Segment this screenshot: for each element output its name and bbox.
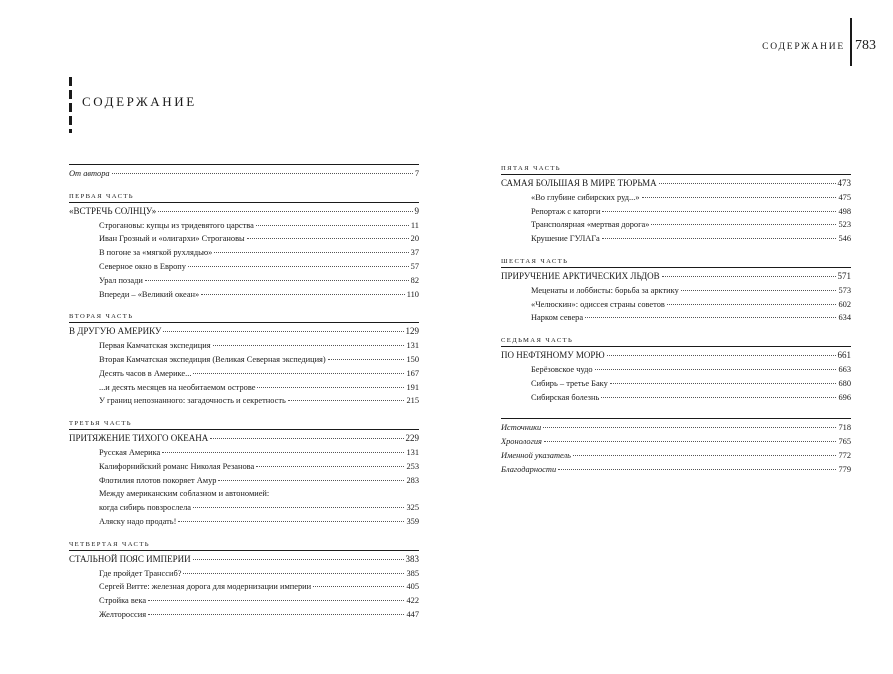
toc-entry[interactable] — [501, 284, 851, 298]
toc-entry[interactable] — [501, 311, 851, 325]
dot-leader — [163, 330, 403, 332]
toc-part-4 — [69, 540, 419, 622]
dot-leader — [288, 399, 405, 401]
dot-leader — [601, 396, 836, 398]
toc-entry-label: Желтороссия — [99, 609, 147, 619]
toc-entry-label: Иван Грозный и «олигархи» Строгановы — [99, 234, 245, 244]
toc-entry-page: 498 — [838, 206, 851, 216]
toc-entry-label: Между американским соблазном и автономией: — [99, 489, 270, 499]
toc-entry[interactable] — [69, 288, 419, 302]
toc-entry-label: Сергей Витте: железная дорога для модернизации империи — [99, 582, 312, 592]
toc-entry[interactable] — [501, 363, 851, 377]
part-label: СЕДЬМАЯ ЧАСТЬ — [501, 337, 574, 345]
dot-leader — [178, 520, 404, 522]
toc-entry-label: ...и десять месяцев на необитаемом острове — [99, 382, 256, 392]
toc-entry-label: САМАЯ БОЛЬШАЯ В МИРЕ ТЮРЬМА — [501, 178, 657, 188]
dot-leader — [112, 172, 413, 174]
toc-entry-page: 131 — [406, 447, 419, 457]
dot-leader — [148, 613, 404, 615]
toc-entry-label: Благодарности — [501, 464, 557, 474]
toc-entry-label: У границ непознанного: загадочность и секретность — [99, 396, 286, 406]
dot-leader — [602, 210, 836, 212]
dot-leader — [213, 344, 405, 346]
toc-entry[interactable] — [69, 474, 419, 488]
dot-leader — [681, 289, 837, 291]
toc-entry-page: 696 — [838, 392, 851, 402]
toc-entry[interactable] — [69, 567, 419, 581]
toc-entry[interactable] — [69, 515, 419, 529]
toc-entry-page: 602 — [838, 299, 851, 309]
dot-leader — [193, 506, 404, 508]
toc-entry-label: От автора — [69, 169, 110, 178]
toc-entry-page: 765 — [838, 437, 851, 447]
toc-entry-label: Русская Америка — [99, 447, 161, 457]
toc-entry[interactable] — [69, 260, 419, 274]
toc-entry-page: 422 — [406, 596, 419, 606]
toc-entry-label: Калифорнийский романс Николая Резанова — [99, 461, 255, 471]
toc-entry-page: 663 — [838, 364, 851, 374]
toc-entry-page: 37 — [410, 248, 419, 258]
toc-entry-page: 82 — [410, 275, 419, 285]
dot-leader — [193, 558, 404, 560]
toc-entry[interactable] — [501, 391, 851, 405]
toc-entry-page: 9 — [414, 205, 419, 216]
dot-leader — [602, 237, 837, 239]
toc-entry-page: 385 — [406, 568, 419, 578]
toc-entry-label: Трансполярная «мертвая дорога» — [531, 220, 650, 230]
dot-leader — [313, 585, 404, 587]
dot-leader — [158, 210, 412, 212]
toc-entry-page: 20 — [410, 234, 419, 244]
toc-entry-page: 661 — [837, 350, 851, 361]
dot-leader — [256, 224, 409, 226]
part-label: ПЕРВАЯ ЧАСТЬ — [69, 192, 134, 200]
toc-entry[interactable] — [69, 608, 419, 622]
toc-entry-label: Первая Камчатская экспедиция — [99, 341, 211, 351]
toc-entry[interactable] — [69, 460, 419, 474]
toc-entry-page: 150 — [406, 354, 419, 364]
toc-entry[interactable] — [501, 298, 851, 312]
dot-leader — [595, 368, 837, 370]
toc-entry-page: 253 — [406, 461, 419, 471]
toc-part-title[interactable] — [69, 432, 419, 446]
toc-entry[interactable] — [69, 580, 419, 594]
toc-entry-label: Сибирская болезнь — [531, 392, 600, 402]
toc-entry[interactable] — [501, 205, 851, 219]
dot-leader — [659, 182, 836, 184]
dot-leader — [201, 293, 405, 295]
dot-leader — [162, 451, 404, 453]
toc-entry-acknowledgements[interactable] — [501, 463, 851, 477]
part-label: ВТОРАЯ ЧАСТЬ — [69, 313, 134, 321]
toc-entry[interactable] — [69, 367, 419, 381]
toc-entry-page: 772 — [838, 450, 851, 460]
toc-entry-page: 383 — [405, 553, 419, 564]
dot-leader — [210, 437, 403, 439]
toc-entry-label: Вторая Камчатская экспедиция (Великая Северная экспедиция) — [99, 354, 326, 364]
dot-leader — [328, 358, 405, 360]
dot-leader — [188, 265, 409, 267]
page-number: 783 — [855, 38, 876, 53]
toc-entry-label: Хронология — [501, 437, 542, 447]
toc-entry-label: Источники — [501, 423, 542, 433]
toc-entry-label: Строгановы: купцы из тридевятого царства — [99, 220, 254, 230]
dot-leader — [610, 382, 837, 384]
toc-entry-page: 718 — [838, 423, 851, 433]
dot-leader — [558, 468, 836, 470]
toc-left-column — [69, 164, 419, 622]
toc-part-3 — [69, 419, 419, 529]
running-head: СОДЕРЖАНИЕ — [762, 42, 845, 52]
dot-leader — [607, 354, 836, 356]
toc-entry-label: Флотилия плотов покоряет Амур — [99, 475, 217, 485]
toc-entry[interactable] — [69, 594, 419, 608]
part-label: ТРЕТЬЯ ЧАСТЬ — [69, 420, 132, 428]
toc-entry-page: 571 — [837, 270, 851, 281]
toc-entry[interactable] — [69, 394, 419, 408]
toc-entry-page: 129 — [405, 326, 419, 337]
toc-entry-label: Аляску надо продать! — [99, 516, 177, 526]
dot-leader — [148, 599, 404, 601]
toc-entry-label: Впереди – «Великий океан» — [99, 289, 200, 299]
toc-part-2 — [69, 312, 419, 408]
toc-entry-page: 57 — [410, 261, 419, 271]
dot-leader — [247, 237, 409, 239]
toc-right-column — [501, 164, 851, 477]
dot-leader — [662, 275, 836, 277]
toc-entry-label: Берёзовское чудо — [531, 364, 593, 374]
toc-entry-page: 475 — [838, 192, 851, 202]
toc-entry-label: Где пройдет Транссиб? — [99, 568, 182, 578]
toc-entry-line1 — [69, 487, 419, 501]
toc-entry[interactable] — [69, 353, 419, 367]
dot-leader — [544, 440, 837, 442]
toc-entry-page: 523 — [838, 220, 851, 230]
toc-entry-page: 11 — [410, 220, 419, 230]
dot-leader — [651, 223, 836, 225]
part-label: ЧЕТВЕРТАЯ ЧАСТЬ — [69, 540, 150, 548]
toc-entry-page: 7 — [414, 169, 419, 178]
toc-entry-page: 110 — [406, 289, 419, 299]
toc-entry-label: когда сибирь повзрослела — [99, 503, 191, 513]
page-title: СОДЕРЖАНИЕ — [82, 94, 197, 109]
toc-entry-sources[interactable] — [501, 421, 851, 435]
toc-part-1 — [69, 192, 419, 302]
part-label: ПЯТАЯ ЧАСТЬ — [501, 165, 561, 172]
toc-entry-author[interactable] — [69, 167, 419, 181]
toc-entry-label: ПРИТЯЖЕНИЕ ТИХОГО ОКЕАНА — [69, 433, 209, 444]
toc-entry[interactable] — [69, 501, 419, 515]
toc-entry-label: «ВСТРЕЧЬ СОЛНЦУ» — [69, 205, 157, 216]
title-marker — [69, 77, 72, 133]
toc-entry-label: Меценаты и лоббисты: борьба за арктику — [531, 285, 679, 295]
toc-entry-label: В погоне за «мягкой рухлядью» — [99, 248, 213, 258]
toc-entry-page: 546 — [838, 234, 851, 244]
dot-leader — [585, 316, 836, 318]
dot-leader — [193, 372, 404, 374]
dot-leader — [642, 196, 837, 198]
toc-part-6 — [501, 257, 851, 325]
toc-entry[interactable] — [501, 218, 851, 232]
toc-entry-page: 325 — [406, 503, 419, 513]
toc-part-7 — [501, 336, 851, 404]
part-label: ШЕСТАЯ ЧАСТЬ — [501, 257, 569, 265]
dot-leader — [218, 479, 404, 481]
toc-author-block — [69, 164, 419, 181]
toc-entry-label: Десять часов в Америке... — [99, 368, 192, 378]
toc-part-title[interactable] — [69, 205, 419, 219]
dot-leader — [257, 386, 404, 388]
toc-entry-page: 191 — [406, 382, 419, 392]
toc-entry-label: Сибирь – третье Баку — [531, 378, 608, 388]
toc-entry[interactable] — [501, 191, 851, 205]
toc-entry-label: «Челюскин»: одиссея страны советов — [531, 299, 665, 309]
dot-leader — [543, 426, 836, 428]
toc-part-5 — [501, 164, 851, 246]
dot-leader — [256, 465, 404, 467]
toc-entry[interactable] — [69, 246, 419, 260]
toc-entry-page: 447 — [406, 609, 419, 619]
toc-entry-page: 359 — [406, 516, 419, 526]
toc-entry-page: 473 — [837, 178, 851, 188]
toc-entry-label: Репортаж с каторги — [531, 206, 601, 216]
dot-leader — [183, 572, 404, 574]
toc-entry-label: Урал позади — [99, 275, 143, 285]
toc-entry-page: 405 — [406, 582, 419, 592]
toc-entry[interactable] — [501, 377, 851, 391]
toc-entry-label: Именной указатель — [501, 450, 571, 460]
toc-entry-chronology[interactable] — [501, 435, 851, 449]
toc-entry[interactable] — [69, 381, 419, 395]
toc-back-matter — [501, 418, 851, 476]
toc-entry[interactable] — [69, 219, 419, 233]
toc-part-title[interactable] — [69, 553, 419, 567]
toc-entry[interactable] — [501, 232, 851, 246]
dot-leader — [145, 279, 409, 281]
toc-entry-label: «Во глубине сибирских руд...» — [531, 192, 640, 202]
toc-entry-label: В ДРУГУЮ АМЕРИКУ — [69, 326, 162, 337]
toc-part-title[interactable] — [501, 349, 851, 363]
toc-entry-page: 680 — [838, 378, 851, 388]
toc-entry-label: Северное окно в Европу — [99, 261, 186, 271]
toc-part-title[interactable] — [501, 270, 851, 284]
toc-part-title[interactable] — [69, 325, 419, 339]
toc-entry-label: СТАЛЬНОЙ ПОЯС ИМПЕРИИ — [69, 553, 191, 564]
dot-leader — [573, 454, 836, 456]
toc-entry-label: Нарком севера — [531, 313, 584, 323]
dot-leader — [667, 303, 837, 305]
toc-entry[interactable] — [69, 232, 419, 246]
toc-entry-page: 283 — [406, 475, 419, 485]
toc-entry[interactable] — [69, 339, 419, 353]
toc-entry-page: 573 — [838, 285, 851, 295]
toc-entry-page: 215 — [406, 396, 419, 406]
toc-entry-label: Крушение ГУЛАГа — [531, 234, 600, 244]
toc-entry[interactable] — [69, 274, 419, 288]
toc-entry-page: 131 — [406, 341, 419, 351]
toc-entry-page: 167 — [406, 368, 419, 378]
toc-entry-label: ПРИРУЧЕНИЕ АРКТИЧЕСКИХ ЛЬДОВ — [501, 270, 660, 281]
toc-entry-label: ПО НЕФТЯНОМУ МОРЮ — [501, 350, 605, 361]
toc-entry-page: 634 — [838, 313, 851, 323]
header-divider — [850, 18, 852, 66]
toc-entry-index[interactable] — [501, 449, 851, 463]
toc-entry-page: 779 — [838, 464, 851, 474]
toc-entry-label: Стройка века — [99, 596, 147, 606]
toc-entry[interactable] — [69, 446, 419, 460]
dot-leader — [214, 251, 408, 253]
toc-entry-page: 229 — [405, 433, 419, 444]
toc-part-title[interactable] — [501, 177, 851, 191]
